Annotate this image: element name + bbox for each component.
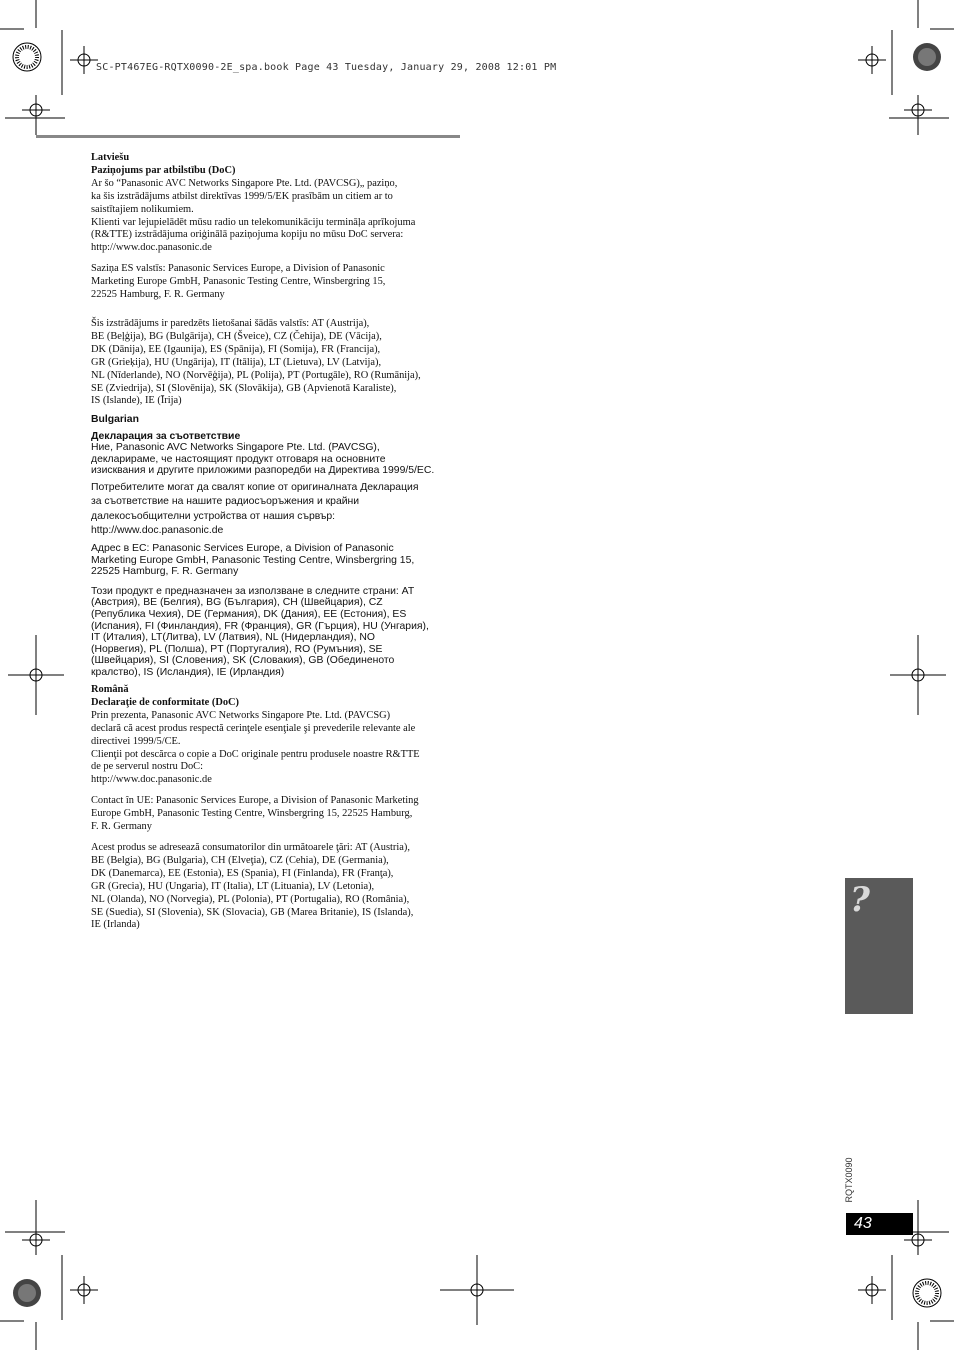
latvian-title: Paziņojums par atbilstību (DoC) [91,164,236,176]
top-rule [36,135,460,138]
bulgarian-paragraph-1: Ние, Panasonic AVC Networks Singapore Pte. Ltd. (PAVCSG), декларираме, че настоящият продукт отговаря на основните изисквания и другите приложими разпоредби на Директива 1999/5/EC. [91,442,435,477]
romanian-title: Declaraţie de conformitate (DoC) [91,696,240,708]
latvian-paragraph-1: Ar šo “Panasonic AVC Networks Singapore Pte. Ltd. (PAVCSG)„ paziņo, ka šis izstrādājums atbilst direktīvas 1999/5/EK prasībām un citiem ar to saistītajiem nolikumiem. Klienti var lejupielādēt mūsu radio un telekomunikāciju termināļa aprīkojuma (R&TTE) izstrādājuma oriģinālā paziņojuma kopiju no mūsu DoC servera: http://www.doc.panasonic.de [91,177,416,254]
model-code-text: RQTX0090 [844,1157,854,1203]
latvian-language: Latviešu [91,152,130,163]
page-number: 43 [846,1213,913,1235]
print-header: SC-PT467EG-RQTX0090-2E_spa.book Page 43 Tuesday, January 29, 2008 12:01 PM [96,62,557,73]
bulgarian-section [91,414,461,679]
faq-side-tab [845,878,913,1014]
model-code [842,1155,856,1205]
romanian-paragraph-2: Contact în UE: Panasonic Services Europe, a Division of Panasonic Marketing Europe GmbH, Panasonic Testing Centre, Winsbergring 15, 22525 Hamburg, F. R. Germany [91,795,419,833]
bulgarian-paragraph-2: Потребителите могат да свалят копие от оригиналната Декларация за съответствие на нашите радиосъоръжения и крайни далекосъобщителни устройства от нашия сървър: [91,481,419,522]
bulgarian-paragraph-4: Този продукт е предназначен за използване в следните страни: AT (Австрия), BE (Белгия), BG (България), CH (Швейцария), CZ (Република Чехия), DE (Германия), DK (Дания), EE (Естония), ES (Испания), FI (Финландия), FR (Франция), GR (Гърция), HU (Унгария), IT (Италия), LT(Литва), LV (Латвия), NL (Нидерландия), NO (Норвегия), PL (Полша), PT (Португалия), RO (Румъния), SE (Швейцария), SI (Словения), SK (Словакия), GB (Обединеното кралство), IS (Исландия), IE (Ирландия) [91,585,429,678]
bulgarian-title: Декларация за съответствие [91,430,241,442]
romanian-paragraph-3: Acest produs se adresează consumatorilor din următoarele ţări: AT (Austria), BE (Belgia), BG (Bulgaria), CH (Elveţia), CZ (Cehia), DE (Germania), DK (Danemarca), EE (Estonia), ES (Spania), FI (Finlanda), FR (Franţa), GR (Grecia), HU (Ungaria), IT (Italia), LT (Lituania), LV (Letonia), NL (Olanda), NO (Norvegia), PL (Polonia), PT (Portugalia), RO (România), SE (Suedia), SI (Slovenia), SK (Slovacia), GB (Marea Britanie), IS (Islanda), IE (Irlanda) [91,841,414,931]
romanian-paragraph-1: Prin prezenta, Panasonic AVC Networks Singapore Pte. Ltd. (PAVCSG) declară că acest produs respectă cerinţele esenţiale şi prevederile relevante ale directivei 1999/5/CE. Clienţii pot descărca o copie a DoC originale pentru produsele noastre R&TTE de pe serverul nostru DoC: http://www.doc.panasonic.de [91,709,420,786]
bulgarian-language: Bulgarian [91,414,139,425]
bulgarian-url: http://www.doc.panasonic.de [91,525,224,537]
romanian-language: Română [91,684,129,695]
question-mark-icon: ? [850,880,870,920]
romanian-section [91,684,461,932]
bulgarian-paragraph-3: Адрес в ЕС: Panasonic Services Europe, a Division of Panasonic Marketing Europe GmbH, Panasonic Testing Centre, Winsbergring 15, 22525 Hamburg, F. R. Germany [91,542,415,578]
latvian-paragraph-2: Saziņa ES valstīs: Panasonic Services Europe, a Division of Panasonic Marketing Europe GmbH, Panasonic Testing Centre, Winsbergring 15, 22525 Hamburg, F. R. Germany [91,263,386,301]
latvian-section [91,152,461,408]
latvian-paragraph-3: Šis izstrādājums ir paredzēts lietošanai šādās valstīs: AT (Austrija), BE (Beļģija), BG (Bulgārija), CH (Šveice), CZ (Čehija), DE (Vācija), DK (Dānija), EE (Igaunija), ES (Spānija), FI (Somija), FR (Francija), GR (Grieķija), HU (Ungārija), IT (Itālija), LT (Lietuva), LV (Latvija), NL (Nīderlande), NO (Norvēģija), PL (Polija), PT (Portugāle), RO (Rumānija), SE (Zviedrija), SI (Slovēnija), SK (Slovākija), GB (Apvienotā Karaliste), IS (Islande), IE (Īrija) [91,317,421,407]
